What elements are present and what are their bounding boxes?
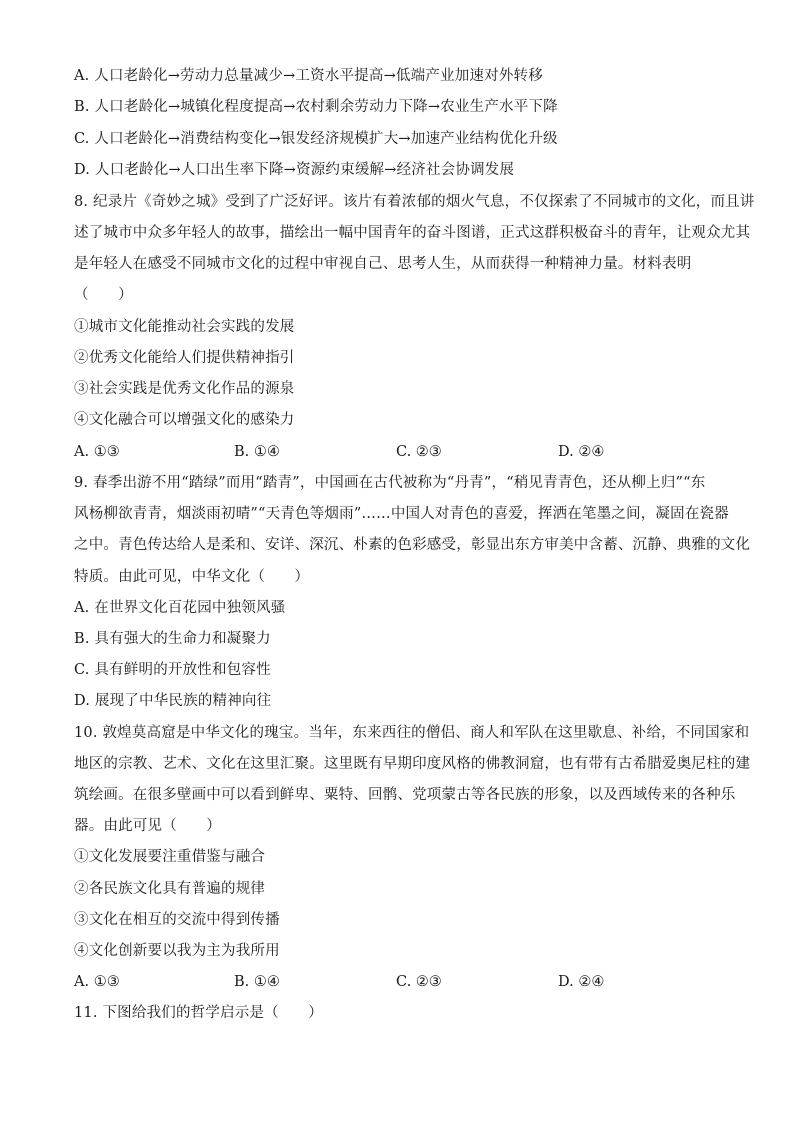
q10-statement-3: ③文化在相互的交流中得到传播 — [74, 912, 280, 928]
q9-stem-line-4: 特质。由此可见，中华文化（ ） — [74, 569, 310, 585]
q10-choice-a: A. ①③ — [74, 974, 120, 990]
q8-statement-1: ①城市文化能推动社会实践的发展 — [74, 319, 295, 335]
q8-stem-line-3: 是年轻人在感受不同城市文化的过程中审视自己、思考人生，从而获得一种精神力量。材料表明 — [74, 256, 692, 272]
q10-statement-2: ②各民族文化具有普遍的规律 — [74, 881, 266, 897]
q11-stem: 11. 下图给我们的哲学启示是（ ） — [74, 1005, 323, 1021]
q10-stem-line-3: 筑绘画。在很多壁画中可以看到鲜卑、粟特、回鹘、党项蒙古等各民族的形象，以及西域传来的各种乐 — [74, 787, 736, 803]
q7-option-a: A. 人口老龄化→劳动力总量减少→工资水平提高→低端产业加速对外转移 — [74, 68, 543, 84]
q10-choice-c: C. ②③ — [396, 974, 442, 990]
q8-stem-line-2: 述了城市中众多年轻人的故事，描绘出一幅中国青年的奋斗图谱，正式这群积极奋斗的青年，让观众尤其 — [74, 225, 751, 241]
q8-statement-4: ④文化融合可以增强文化的感染力 — [74, 412, 295, 428]
q8-statement-3: ③社会实践是优秀文化作品的源泉 — [74, 381, 295, 397]
q8-choice-a: A. ①③ — [74, 444, 120, 460]
q10-choice-d: D. ②④ — [558, 974, 605, 990]
q9-option-d: D. 展现了中华民族的精神向往 — [74, 693, 272, 709]
q8-choice-d: D. ②④ — [558, 444, 605, 460]
q9-option-b: B. 具有强大的生命力和凝聚力 — [74, 631, 271, 647]
q10-stem-line-1: 10. 敦煌莫高窟是中华文化的瑰宝。当年，东来西往的僧侣、商人和军队在这里歇息、补给，不同国家和 — [74, 725, 750, 741]
q8-answer-blank: （ ） — [74, 287, 133, 303]
q7-option-b: B. 人口老龄化→城镇化程度提高→农村剩余劳动力下降→农业生产水平下降 — [74, 99, 558, 115]
q9-option-a: A. 在世界文化百花园中独领风骚 — [74, 600, 286, 616]
q8-statement-2: ②优秀文化能给人们提供精神指引 — [74, 350, 295, 366]
q10-choice-b: B. ①④ — [234, 974, 280, 990]
q9-option-c: C. 具有鲜明的开放性和包容性 — [74, 662, 271, 678]
q10-statement-4: ④文化创新要以我为主为我所用 — [74, 943, 280, 959]
q8-stem-line-1: 8. 纪录片《奇妙之城》受到了广泛好评。该片有着浓郁的烟火气息，不仅探索了不同城市的文化，而且讲 — [74, 194, 755, 210]
q10-statement-1: ①文化发展要注重借鉴与融合 — [74, 849, 266, 865]
q8-choice-c: C. ②③ — [396, 444, 442, 460]
q8-choice-b: B. ①④ — [234, 444, 280, 460]
q9-stem-line-1: 9. 春季出游不用“踏绿”而用“踏青”，中国画在古代被称为“丹青”，“稍见青青色，还从柳上归”“东 — [74, 475, 706, 491]
q10-stem-line-2: 地区的宗教、艺术、文化在这里汇聚。这里既有早期印度风格的佛教洞窟，也有带有古希腊爱奥尼柱的建 — [74, 756, 751, 772]
q9-stem-line-3: 之中。青色传达给人是柔和、安详、深沉、朴素的色彩感受，彰显出东方审美中含蓄、沉静、典雅的文化 — [74, 537, 751, 553]
q10-stem-line-4: 器。由此可见（ ） — [74, 818, 221, 834]
q7-option-c: C. 人口老龄化→消费结构变化→银发经济规模扩大→加速产业结构优化升级 — [74, 131, 558, 147]
q9-stem-line-2: 风杨柳欲青青，烟淡雨初晴”“天青色等烟雨”……中国人对青色的喜爱，挥洒在笔墨之间，凝固在瓷器 — [74, 506, 729, 522]
q7-option-d: D. 人口老龄化→人口出生率下降→资源约束缓解→经济社会协调发展 — [74, 162, 515, 178]
